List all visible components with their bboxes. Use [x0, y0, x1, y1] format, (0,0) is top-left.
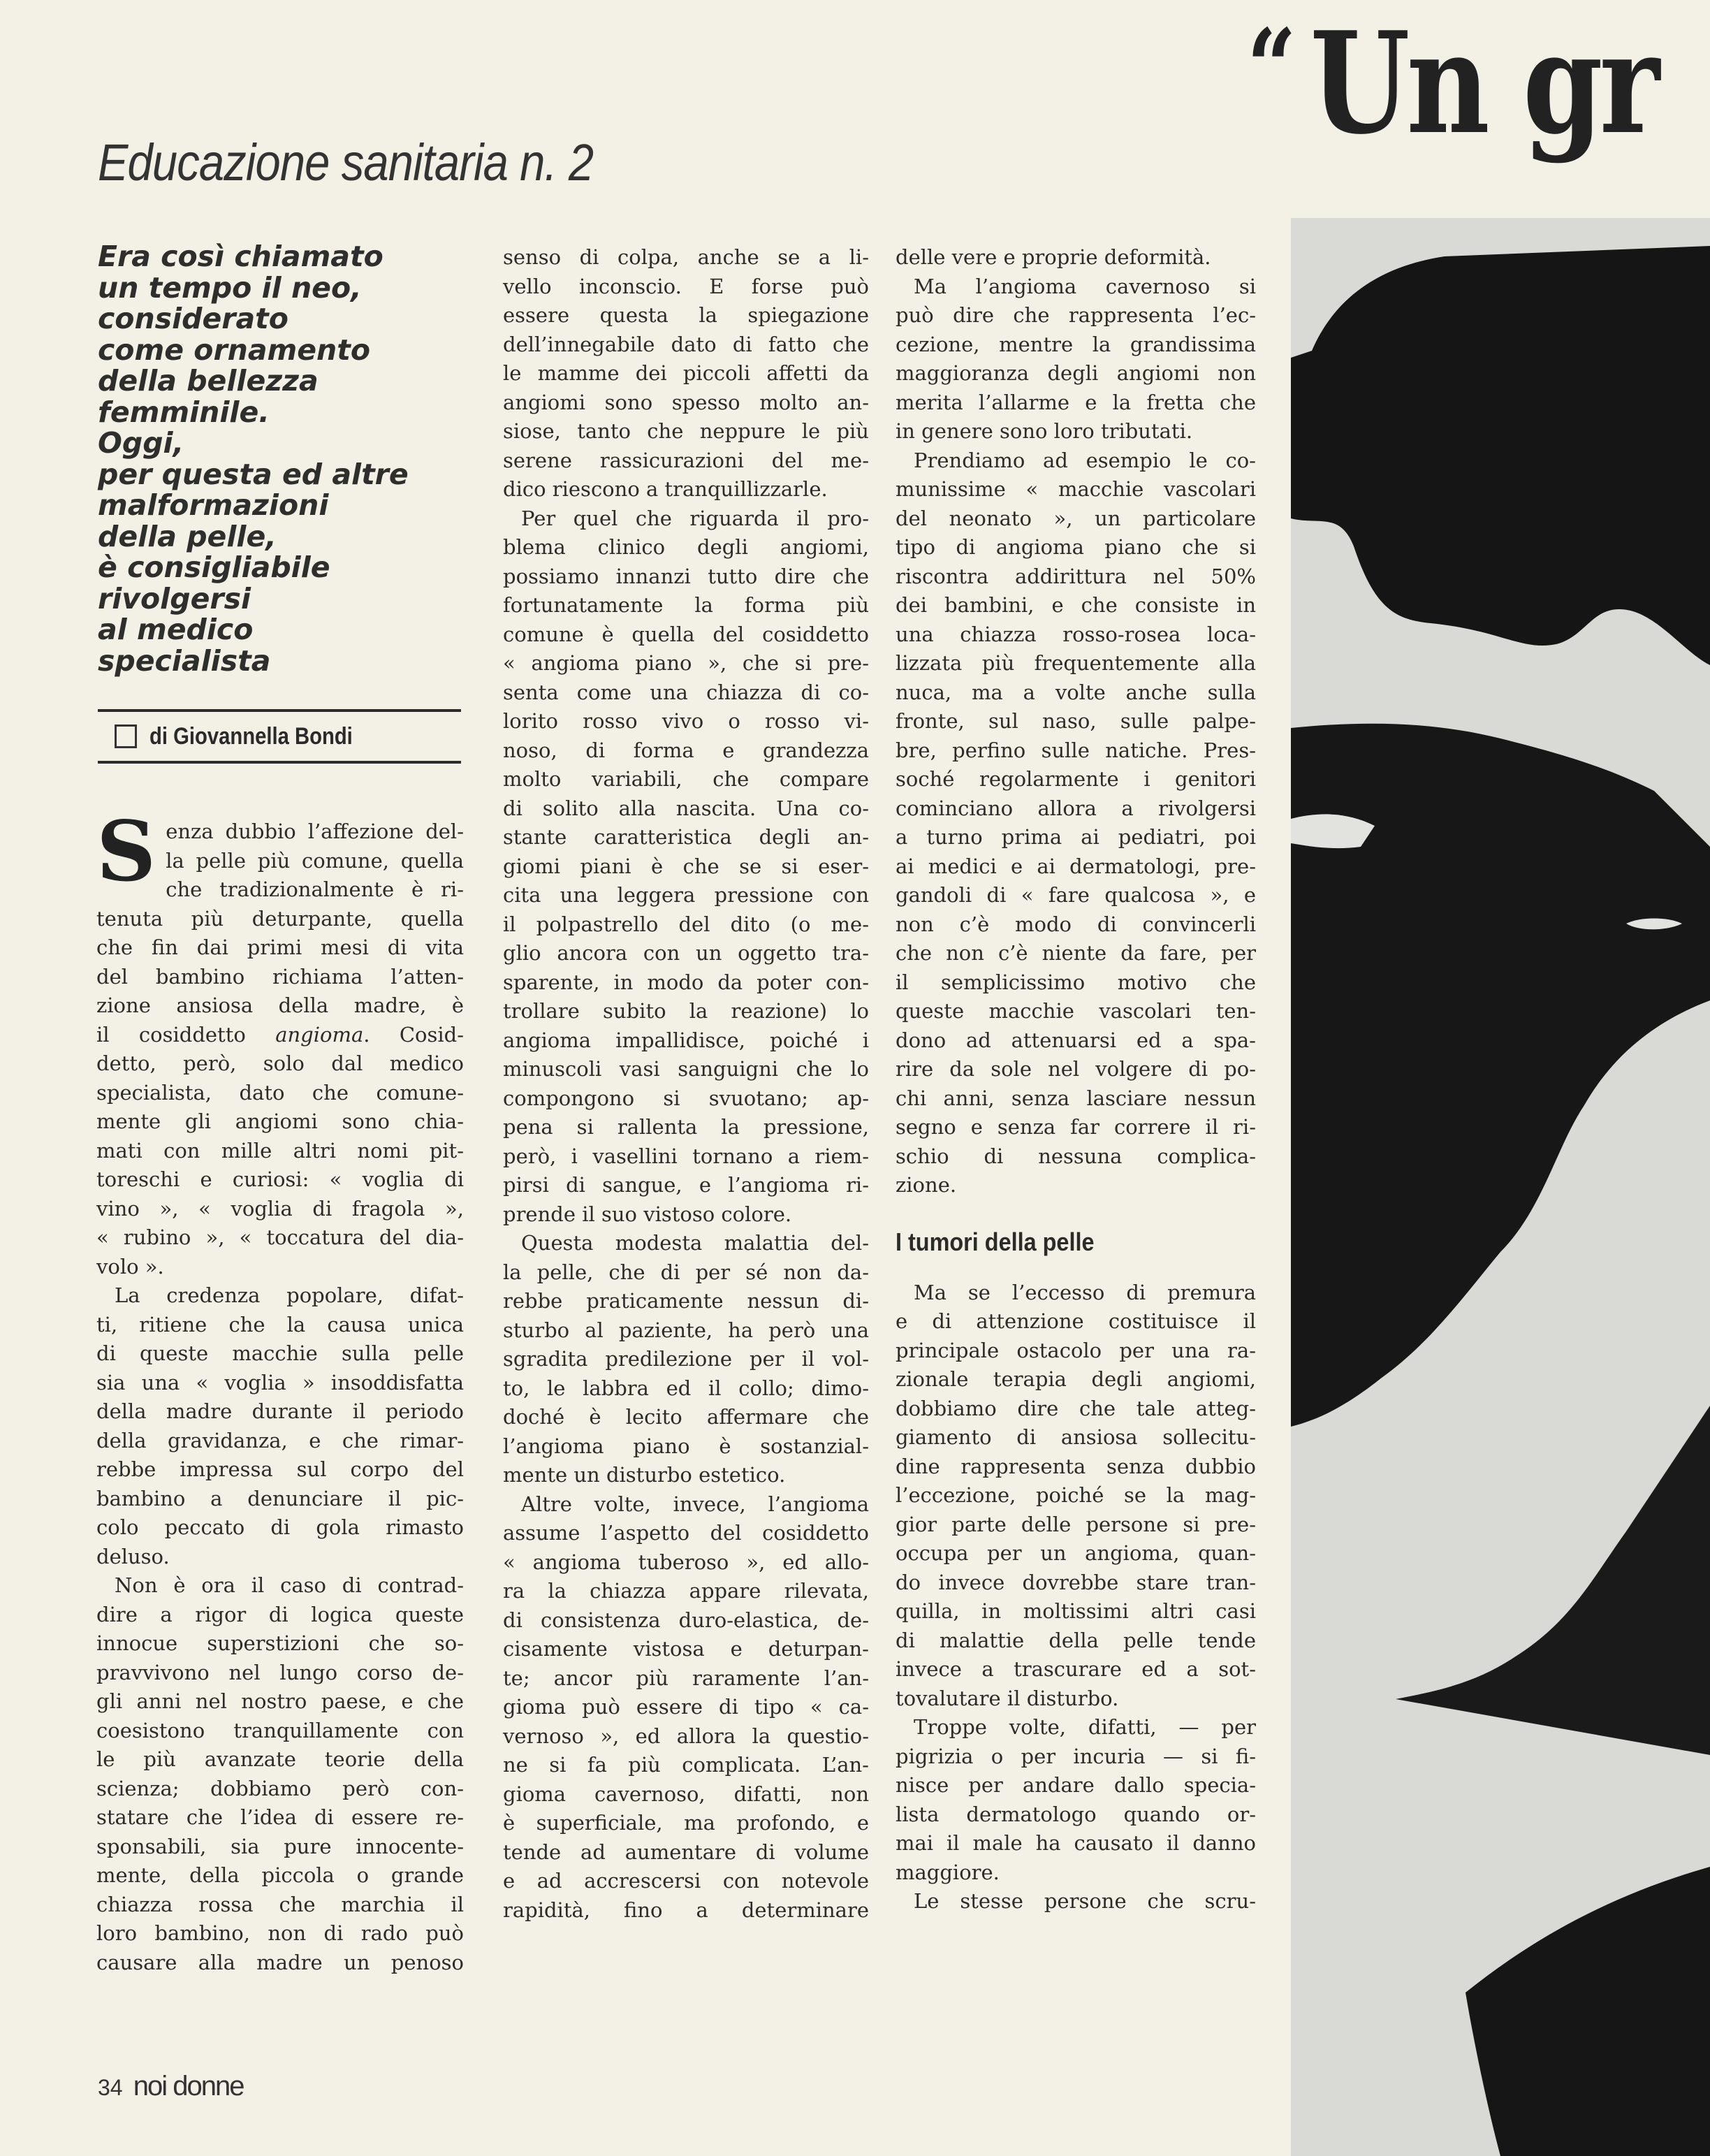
text-line: rebbe impressa sul corpo del — [96, 1457, 464, 1481]
text-line: cezione, mentre la grandissima — [896, 332, 1256, 356]
standfirst-line: per questa ed altre — [98, 457, 409, 491]
standfirst-line: Era così chiamato — [98, 240, 383, 273]
text-line: maggiore. — [896, 1860, 1000, 1884]
text-line: to, le labbra ed il collo; dimo- — [503, 1376, 869, 1400]
text-line: sgradita predilezione per il vol- — [503, 1347, 869, 1371]
text-line: rebbe praticamente nessun di- — [503, 1289, 869, 1313]
text-line: che fin dai primi mesi di vita — [96, 935, 464, 959]
text-line: « angioma piano », che si pre- — [503, 651, 869, 675]
text-line: bre, perfino sulle natiche. Pres- — [896, 738, 1256, 762]
text-line: dell’innegabile dato di fatto che — [503, 332, 869, 356]
article-paragraph — [503, 1229, 869, 1490]
section-kicker: Educazione sanitaria n. 2 — [98, 133, 594, 191]
text-line: le più avanzate teorie della — [96, 1747, 464, 1771]
text-line: di queste macchie sulla pelle — [96, 1341, 464, 1365]
page-footer — [98, 2071, 243, 2102]
text-line: rapidità, fino a determinare — [503, 1898, 869, 1922]
standfirst-line: è consigliabile — [98, 551, 330, 584]
text-line: nuca, ma a volte anche sulla — [896, 680, 1256, 704]
text-line: merita l’allarme e la fretta che — [896, 390, 1256, 414]
text-line: deluso. — [96, 1544, 170, 1568]
text-line: riscontra addirittura nel 50% — [896, 564, 1256, 588]
article-photo — [1291, 218, 1710, 2156]
text-line: dico riescono a tranquillizzarle. — [503, 477, 828, 501]
text-line: a turno prima ai pediatri, poi — [896, 825, 1256, 849]
text-line: invece a trascurare ed a sot- — [896, 1657, 1256, 1681]
text-line: occupa per un angioma, quan- — [896, 1541, 1256, 1565]
text-line: tenuta più deturpante, quella — [96, 906, 464, 931]
article-column-3 — [896, 243, 1256, 1916]
text-line: trollare subito la reazione) lo — [503, 999, 869, 1023]
byline — [98, 709, 461, 764]
text-line: blema clinico degli angiomi, — [503, 535, 869, 559]
text-line: gli anni nel nostro paese, e che — [96, 1689, 464, 1713]
text-line: ai medici e ai dermatologi, pre- — [896, 854, 1256, 878]
text-line: te; ancor più raramente l’an- — [503, 1666, 869, 1690]
text-line: mente un disturbo estetico. — [503, 1463, 786, 1487]
byline-author: di Giovannella Bondi — [149, 722, 353, 750]
text-line: di malattie della pelle tende — [896, 1628, 1256, 1652]
text-line: Troppe volte, difatti, — per — [914, 1715, 1256, 1739]
text-line: Per quel che riguarda il pro- — [521, 506, 869, 530]
text-line: Questa modesta malattia del- — [521, 1231, 869, 1255]
text-line: munissime « macchie vascolari — [896, 477, 1256, 501]
text-line: pena si rallenta la pressione, — [503, 1115, 869, 1139]
text-line: bambino a denunciare il pic- — [96, 1486, 464, 1510]
text-line: in genere sono loro tributati. — [896, 419, 1193, 443]
photo-image — [1291, 218, 1710, 2156]
text-line: il polpastrello del dito (o me- — [503, 912, 869, 936]
text-line: dire a rigor di logica queste — [96, 1602, 464, 1626]
text-line: queste macchie vascolari ten- — [896, 999, 1256, 1023]
text-line: giomi piani è che se si eser- — [503, 854, 869, 878]
text-line: dobbiamo dire che tale atteg- — [896, 1396, 1256, 1420]
text-line: che tradizionalmente è ri- — [166, 877, 464, 901]
article-paragraph — [896, 446, 1256, 1200]
text-line: chi anni, senza lasciare nessun — [896, 1086, 1256, 1110]
text-line: « angioma tuberoso », ed allo- — [503, 1550, 869, 1574]
text-line: La credenza popolare, difat- — [115, 1283, 464, 1307]
text-line: tovalutare il disturbo. — [896, 1686, 1119, 1710]
text-line: maggioranza degli angiomi non — [896, 361, 1256, 385]
text-line: chiazza rossa che marchia il — [96, 1892, 464, 1916]
text-line: gandoli di « fare qualcosa », e — [896, 883, 1256, 907]
article-paragraph — [896, 272, 1256, 446]
article-paragraph — [96, 1571, 464, 1977]
text-line: nisce per andare dallo specia- — [896, 1773, 1256, 1797]
text-line: vino », « voglia di fragola », — [96, 1196, 464, 1221]
text-line: segno e senza far correre il ri- — [896, 1115, 1256, 1139]
text-line: ne si fa più complicata. L’an- — [503, 1753, 869, 1777]
standfirst-line: Oggi, — [98, 426, 184, 460]
text-line: specialista, dato che comune- — [96, 1080, 464, 1105]
text-line: tipo di angioma piano che si — [896, 535, 1256, 559]
text-line: lorito rosso vivo o rosso vi- — [503, 709, 869, 733]
text-line: molto variabili, che compare — [503, 767, 869, 791]
text-line: però, i vasellini tornano a riem- — [503, 1144, 869, 1168]
text-line: ra la chiazza appare rilevata, — [503, 1579, 869, 1603]
text-line: sturbo al paziente, ha però una — [503, 1318, 869, 1342]
text-line: mente, della piccola o grande — [96, 1863, 464, 1887]
text-line: do invece dovrebbe stare tran- — [896, 1570, 1256, 1594]
standfirst-line: rivolgersi — [98, 581, 251, 616]
text-line: possiamo innanzi tutto dire che — [503, 564, 869, 588]
text-line: serene rassicurazioni del me- — [503, 448, 869, 472]
text-line: dei bambini, e che consiste in — [896, 593, 1256, 617]
text-line: sparente, in modo da poter con- — [503, 970, 869, 994]
article-paragraph — [96, 1281, 464, 1571]
text-line: la pelle, che di per sé non da- — [503, 1260, 869, 1284]
text-line: vello inconscio. E forse può — [503, 274, 869, 298]
text-line: di consistenza duro-elastica, de- — [503, 1608, 869, 1632]
text-line: loro bambino, non di rado può — [96, 1921, 464, 1945]
text-line: pirsi di sangue, e l’angioma ri- — [503, 1173, 869, 1197]
text-line: principale ostacolo per una ra- — [896, 1338, 1256, 1362]
text-line: del bambino richiama l’atten- — [96, 964, 464, 989]
text-line: pravvivono nel lungo corso de- — [96, 1660, 464, 1684]
text-line: fronte, sul naso, sulle palpe- — [896, 709, 1256, 733]
text-line: compongono si svuotano; ap- — [503, 1086, 869, 1110]
article-paragraph — [503, 1490, 869, 1925]
text-line: soché regolarmente i genitori — [896, 767, 1256, 791]
standfirst-line: considerato — [98, 302, 288, 335]
text-line: pigrizia o per incuria — si fi- — [896, 1744, 1256, 1768]
standfirst-line: femminile. — [98, 395, 270, 429]
standfirst-line: al medico — [98, 613, 254, 646]
text-line: Ma l’angioma cavernoso si — [914, 274, 1256, 298]
article-paragraph — [896, 1713, 1256, 1887]
article-paragraph — [503, 243, 869, 504]
text-line: minuscoli vasi sanguigni che lo — [503, 1057, 869, 1081]
text-line: l’eccezione, poiché se la mag- — [896, 1483, 1256, 1507]
text-line: cita una leggera pressione con — [503, 883, 869, 907]
text-line: lizzata più frequentemente alla — [896, 651, 1256, 675]
text-line: Le stesse persone che scru- — [914, 1889, 1256, 1913]
text-line: « rubino », « toccatura del dia- — [96, 1225, 464, 1249]
byline-square-icon — [115, 724, 137, 748]
headline-text: Un gr — [1310, 1, 1657, 166]
text-line: Prendiamo ad esempio le co- — [914, 448, 1256, 472]
article-paragraph — [503, 504, 869, 1230]
text-line: colo peccato di gola rimasto — [96, 1515, 464, 1539]
text-line: angiomi sono spesso molto an- — [503, 390, 869, 414]
text-line: volo ». — [96, 1254, 164, 1279]
standfirst-line: specialista — [98, 643, 271, 678]
text-line: l’angioma piano è sostanzial- — [503, 1434, 869, 1458]
text-line: fortunatamente la forma più — [503, 593, 869, 617]
text-line: essere questa la spiegazione — [503, 303, 869, 327]
text-line: della gravidanza, e che rimar- — [96, 1428, 464, 1452]
text-line: stante caratteristica degli an- — [503, 825, 869, 849]
text-line: schio di nessuna complica- — [896, 1144, 1256, 1168]
text-line: ti, ritiene che la causa unica — [96, 1312, 464, 1336]
text-line: cisamente vistosa e deturpan- — [503, 1637, 869, 1661]
text-line: Ma se l’eccesso di premura — [914, 1280, 1256, 1304]
text-line: siose, tanto che neppure le più — [503, 419, 869, 443]
text-line: il cosiddetto angioma. Cosid- — [96, 1022, 464, 1047]
text-line: comune è quella del cosiddetto — [503, 622, 869, 646]
text-line: causare alla madre un penoso — [96, 1950, 464, 1974]
text-line: glio ancora con un oggetto tra- — [503, 941, 869, 965]
text-line: è superficiale, ma profondo, e — [503, 1811, 869, 1835]
text-line: le mamme dei piccoli affetti da — [503, 361, 869, 385]
text-line: tende ad aumentare di volume — [503, 1840, 869, 1864]
text-line: coesistono tranquillamente con — [96, 1718, 464, 1742]
text-line: angioma impallidisce, poiché i — [503, 1028, 869, 1052]
standfirst-line: della pelle, — [98, 519, 277, 553]
text-line: che non c’è niente da fare, per — [896, 941, 1256, 965]
text-line: Non è ora il caso di contrad- — [115, 1573, 464, 1597]
standfirst — [98, 241, 461, 676]
text-line: può dire che rappresenta l’ec- — [896, 303, 1256, 327]
text-line: zione ansiosa della madre, è — [96, 993, 464, 1017]
text-line: giamento di ansiosa sollecitu- — [896, 1425, 1256, 1449]
article-column-1 — [96, 803, 464, 1977]
standfirst-line: come ornamento — [98, 333, 371, 367]
text-line: mati con mille altri nomi pit- — [96, 1138, 464, 1163]
text-line: lista dermatologo quando or- — [896, 1802, 1256, 1826]
article-paragraph — [896, 243, 1256, 272]
text-line: innocue superstizioni che so- — [96, 1631, 464, 1655]
text-line: dono ad attenuarsi ed a spa- — [896, 1028, 1256, 1052]
standfirst-line: un tempo il neo, — [98, 270, 362, 305]
text-line: la pelle più comune, quella — [166, 848, 464, 873]
text-line: gioma cavernoso, difatti, non — [503, 1782, 869, 1806]
text-line: senso di colpa, anche se a li- — [503, 245, 869, 269]
text-line: mente gli angiomi sono chia- — [96, 1109, 464, 1133]
text-line: doché è lecito affermare che — [503, 1405, 869, 1429]
standfirst-line: della bellezza — [98, 364, 319, 398]
text-line: mai il male ha causato il danno — [896, 1831, 1256, 1855]
article-paragraph — [896, 1279, 1256, 1714]
text-line: del neonato », un particolare — [896, 506, 1256, 530]
text-line: della madre durante il periodo — [96, 1399, 464, 1423]
text-line: enza dubbio l’affezione del- — [166, 820, 464, 843]
drop-cap: S — [96, 803, 156, 900]
text-line: sponsabili, sia pure innocente- — [96, 1834, 464, 1858]
text-line: dine rappresenta senza dubbio — [896, 1454, 1256, 1478]
text-line: toreschi e curiosi: « voglia di — [96, 1167, 464, 1191]
page-number: 34 — [98, 2075, 123, 2100]
text-line: Altre volte, invece, l’angioma — [521, 1492, 869, 1516]
text-line: non c’è modo di convincerli — [896, 912, 1256, 936]
text-line: cominciano allora a rivolgersi — [896, 796, 1256, 820]
headline-open-quote: “ — [1247, 6, 1293, 129]
text-line: vernoso », ed allora la questio- — [503, 1724, 869, 1748]
article-paragraph — [896, 1887, 1256, 1916]
text-line: il semplicissimo motivo che — [896, 970, 1256, 994]
text-line: senta come una chiazza di co- — [503, 680, 869, 704]
text-line: rire da sole nel volgere di po- — [896, 1057, 1256, 1081]
text-line: prende il suo vistoso colore. — [503, 1202, 792, 1226]
magazine-name: noi donne — [133, 2071, 244, 2102]
text-line: assume l’aspetto del cosiddetto — [503, 1521, 869, 1545]
text-line: di solito alla nascita. Una co- — [503, 796, 869, 820]
text-line: delle vere e proprie deformità. — [896, 245, 1211, 269]
standfirst-line: malformazioni — [98, 488, 329, 522]
text-line: noso, di forma e grandezza — [503, 738, 869, 762]
text-line: scienza; dobbiamo però con- — [96, 1776, 464, 1800]
text-line: detto, però, solo dal medico — [96, 1051, 464, 1075]
text-line: e di attenzione costituisce il — [896, 1309, 1256, 1333]
text-line: gior parte delle persone si pre- — [896, 1512, 1256, 1536]
text-line: quilla, in moltissimi altri casi — [896, 1599, 1256, 1623]
text-line: gioma può essere di tipo « ca- — [503, 1695, 869, 1719]
text-line: statare che l’idea di essere re- — [96, 1805, 464, 1829]
text-line: zione. — [896, 1173, 957, 1197]
headline — [1247, 1, 1657, 166]
text-line: zionale terapia degli angiomi, — [896, 1367, 1256, 1391]
section-subheading: I tumori della pelle — [896, 1227, 1095, 1256]
text-line: e ad accrescersi con notevole — [503, 1869, 869, 1893]
text-line: sia una « voglia » insoddisfatta — [96, 1370, 464, 1394]
text-line: una chiazza rosso-rosea loca- — [896, 622, 1256, 646]
article-column-2 — [503, 243, 869, 1925]
